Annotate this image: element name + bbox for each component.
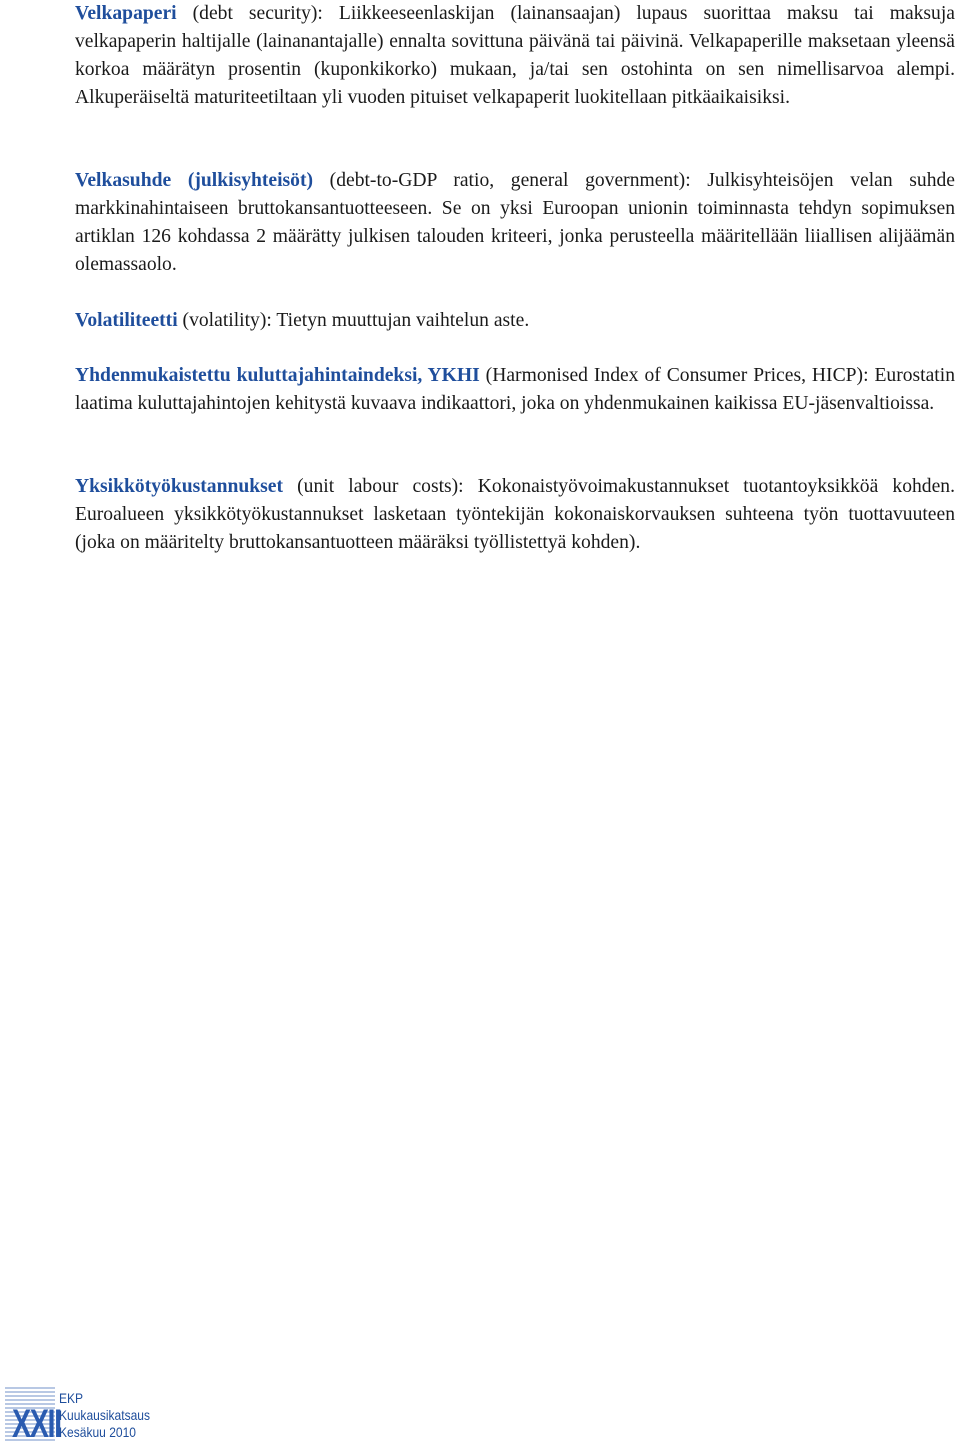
glossary-term: Yksikkötyökustannukset: [75, 476, 284, 497]
publication-date: Kesäkuu 2010: [59, 1424, 136, 1440]
page-number: XXII: [12, 1402, 61, 1446]
page-number-badge: [5, 1387, 61, 1446]
glossary-definition: (volatility): Tietyn muuttujan vaihtelun aste.: [177, 310, 530, 331]
glossary-term: Velkapaperi: [75, 3, 177, 24]
publication-title: Kuukausikatsaus: [59, 1407, 151, 1423]
glossary-definition: (debt security): Liikkeeseenlaskijan (lainansaajan) lupaus suorittaa maksu tai maksuja velkapaperin haltijalle (lainanantajalle) ennalta sovittuna päivänä tai päivinä. Velkapaperille maksetaan yleensä korkoa määrätyn prosentin (kuponkikorko) mukaan, ja/tai sen ostohinta on sen nimellisarvoa alempi. Alkuperäiseltä maturiteetiltaan yli vuoden pituiset velkapaperit luokitellaan pitkäaikaisiksi.: [75, 3, 955, 108]
glossary-entry-ykhi: [75, 362, 955, 418]
glossary-term: Yhdenmukaistettu kuluttajahintaindeksi, YKHI: [75, 365, 480, 386]
glossary-definition: (unit labour costs): Kokonaistyövoimakustannukset tuotantoyksikköä kohden. Euroalueen yksikkötyökustannukset lasketaan työntekijän kokonaiskorvauksen suhteena työn tuottavuuteen (joka on määritelty bruttokansantuotteen määräksi työllistettyä kohden).: [75, 476, 955, 553]
glossary-entry-velkapaperi: [75, 0, 955, 112]
glossary-term: Volatiliteetti: [75, 310, 178, 331]
glossary-entry-volatiliteetti: [75, 307, 529, 335]
glossary-definition: (Harmonised Index of Consumer Prices, HICP): Eurostatin laatima kuluttajahintojen kehitystä kuvaava indikaattori, joka on yhdenmukainen kaikissa EU-jäsenvaltioissa.: [75, 365, 955, 414]
glossary-definition: (debt-to-GDP ratio, general government): Julkisyhteisöjen velan suhde markkinahintaiseen bruttokansantuotteeseen. Se on yksi Euroopan unionin toiminnasta tehdyn sopimuksen artiklan 126 kohdassa 2 määrätty julkisen talouden kriteeri, jonka perusteella määritellään liiallisen alijäämän olemassaolo.: [75, 170, 955, 275]
glossary-entry-velkasuhde: [75, 167, 955, 279]
publication-info: [59, 1390, 165, 1441]
glossary-entry-yksikkotyokustannukset: [75, 473, 955, 557]
glossary-term: Velkasuhde (julkisyhteisöt): [75, 170, 314, 191]
publisher-name: EKP: [59, 1390, 84, 1406]
page-footer: [5, 1385, 165, 1446]
